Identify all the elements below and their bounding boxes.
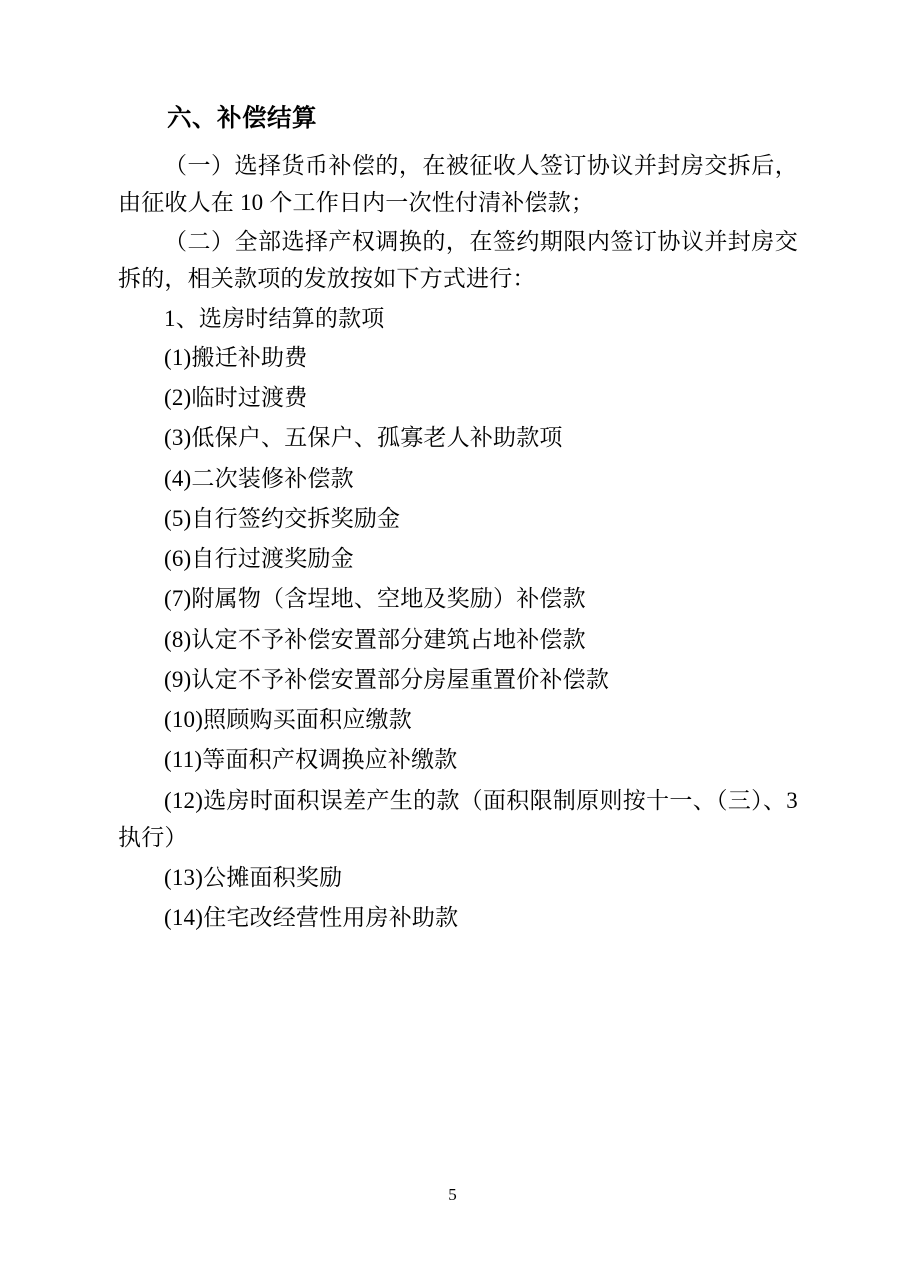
paragraph-1: （一）选择货币补偿的，在被征收人签订协议并封房交拆后，由征收人在 10 个工作日内一次性付清补偿款； (118, 152, 798, 215)
list-item: (10)照顾购买面积应缴款 (164, 707, 412, 733)
list-item: (12)选房时面积误差产生的款（面积限制原则按十一、（三）、3 执行） (118, 787, 798, 850)
list-item: (4)二次装修补偿款 (164, 465, 354, 491)
list-item: (13)公摊面积奖励 (164, 865, 343, 891)
page-number: 5 (448, 1185, 457, 1204)
page-content (118, 104, 798, 940)
list-item: (2)临时过渡费 (164, 385, 308, 411)
list-item: (9)认定不予补偿安置部分房屋重置价补偿款 (164, 666, 610, 692)
section-heading: 六、补偿结算 (167, 105, 317, 132)
list-item: (14)住宅改经营性用房补助款 (164, 905, 459, 931)
list-item: (1)搬迁补助费 (164, 344, 308, 370)
list-item: (5)自行签约交拆奖励金 (164, 505, 401, 531)
list-item: (11)等面积产权调换应补缴款 (164, 747, 458, 773)
paragraph-2: （二）全部选择产权调换的，在签约期限内签订协议并封房交拆的，相关款项的发放按如下方式进行： (118, 229, 798, 292)
list-item: (8)认定不予补偿安置部分建筑占地补偿款 (164, 626, 586, 652)
list-item: (6)自行过渡奖励金 (164, 546, 354, 572)
list-item: (3)低保户、五保户、孤寡老人补助款项 (164, 425, 563, 451)
list-item: (7)附属物（含埕地、空地及奖励）补偿款 (164, 586, 586, 612)
paragraph-3: 1、选房时结算的款项 (164, 305, 385, 331)
